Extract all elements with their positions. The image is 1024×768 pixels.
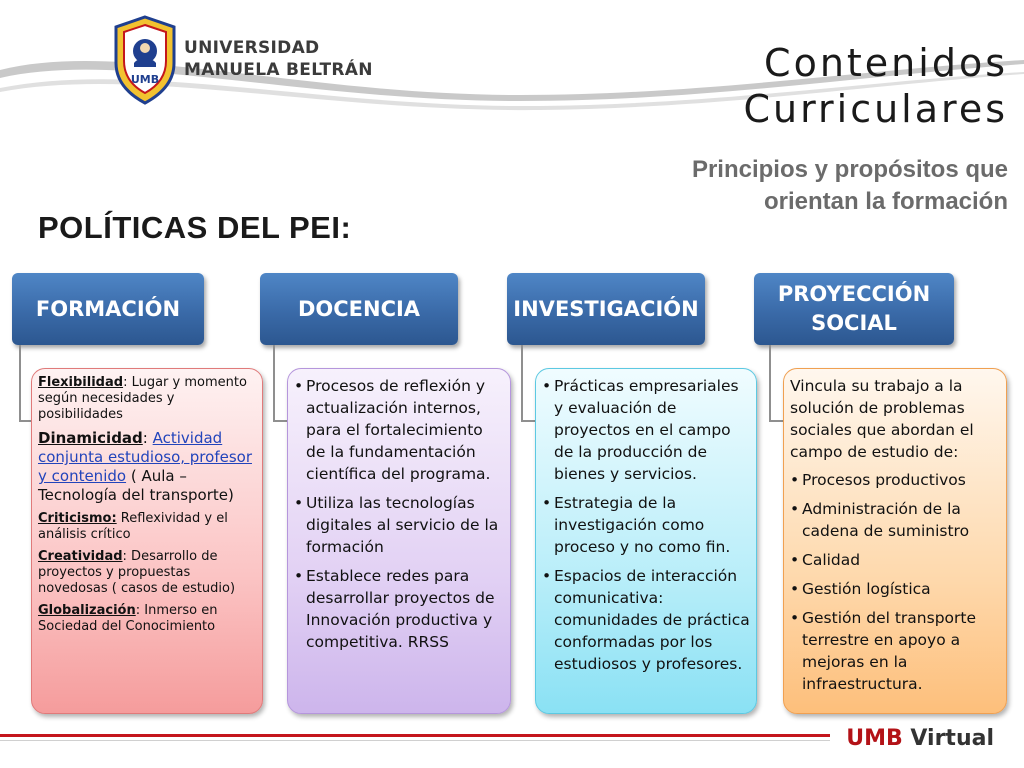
formacion-sep: : bbox=[122, 549, 127, 564]
docencia-bullet-list bbox=[294, 375, 504, 653]
list-item: • Procesos de reflexión y actualización internos, para el fortalecimiento de la fundamentación científica del programa. bbox=[294, 375, 504, 485]
formacion-term: Globalización bbox=[38, 603, 136, 618]
content-box-docencia bbox=[287, 368, 511, 714]
formacion-term: Criticismo: bbox=[38, 511, 117, 526]
formacion-desc: Reflexividad y el análisis crítico bbox=[38, 511, 228, 542]
university-name bbox=[184, 37, 373, 81]
column-header-investigacion: INVESTIGACIÓN bbox=[507, 273, 705, 345]
footer-brand-suffix: Virtual bbox=[902, 726, 994, 751]
formacion-desc: Desarrollo de proyectos y propuestas novedosas ( casos de estudio) bbox=[38, 549, 236, 596]
formacion-desc: ( Aula – Tecnología del transporte) bbox=[38, 467, 234, 504]
content-box-proyeccion-social bbox=[783, 368, 1007, 714]
formacion-term: Flexibilidad bbox=[38, 375, 124, 390]
page-subtitle bbox=[692, 154, 1008, 218]
formacion-item-criticismo bbox=[38, 511, 256, 543]
formacion-sep: : bbox=[142, 429, 153, 447]
formacion-term: Dinamicidad bbox=[38, 429, 143, 447]
column-header-proyeccion-line2: SOCIAL bbox=[811, 311, 897, 335]
content-box-formacion bbox=[31, 368, 263, 714]
footer-brand-prefix: UMB bbox=[846, 726, 903, 751]
formacion-link[interactable]: Actividad conjunta estudioso, profesor y contenido bbox=[38, 429, 252, 485]
formacion-term: Creatividad bbox=[38, 549, 123, 564]
university-name-line1: UNIVERSIDAD bbox=[184, 38, 320, 58]
content-box-investigacion bbox=[535, 368, 757, 714]
column-header-proyeccion-social bbox=[754, 273, 954, 345]
footer-gray-rule bbox=[0, 740, 830, 741]
formacion-sep: : bbox=[123, 375, 128, 390]
page-title bbox=[743, 40, 1008, 132]
proyeccion-intro: Vincula su trabajo a la solución de problemas sociales que abordan el campo de estudio de: bbox=[790, 377, 974, 461]
list-item: • Prácticas empresariales y evaluación de proyectos en el campo de la producción de bienes y servicios. bbox=[542, 375, 750, 485]
formacion-item-dinamicidad bbox=[38, 429, 256, 505]
list-item: • Establece redes para desarrollar proyectos de Innovación productiva y competitiva. RRSS bbox=[294, 565, 504, 653]
page-title-line2: Curriculares bbox=[743, 87, 1008, 131]
list-item: • Gestión logística bbox=[790, 578, 1000, 600]
list-item: • Espacios de interacción comunicativa: comunidades de práctica conformadas por los estudiosos y profesores. bbox=[542, 565, 750, 675]
page-title-line1: Contenidos bbox=[764, 41, 1008, 85]
formacion-item-creatividad bbox=[38, 549, 256, 597]
formacion-item-flexibilidad bbox=[38, 375, 256, 423]
formacion-desc: Lugar y momento según necesidades y posibilidades bbox=[38, 375, 247, 422]
university-logo bbox=[110, 15, 373, 105]
footer-red-rule bbox=[0, 734, 830, 737]
page-subtitle-line2: orientan la formación bbox=[763, 188, 1008, 215]
investigacion-bullet-list bbox=[542, 375, 750, 675]
list-item: • Gestión del transporte terrestre en apoyo a mejoras en la infraestructura. bbox=[790, 607, 1000, 695]
umb-seal-icon bbox=[110, 15, 180, 105]
column-header-proyeccion-line1: PROYECCIÓN bbox=[777, 282, 931, 306]
page-subtitle-line1: Principios y propósitos que bbox=[691, 156, 1008, 183]
column-header-docencia: DOCENCIA bbox=[260, 273, 458, 345]
formacion-desc: Inmerso en Sociedad del Conocimiento bbox=[38, 603, 218, 634]
list-item: • Administración de la cadena de suministro bbox=[790, 498, 1000, 542]
column-header-formacion: FORMACIÓN bbox=[12, 273, 204, 345]
list-item: • Calidad bbox=[790, 549, 1000, 571]
formacion-sep: : bbox=[135, 603, 141, 618]
seal-text: UMB bbox=[130, 73, 160, 86]
footer-brand bbox=[846, 726, 994, 751]
list-item: • Utiliza las tecnologías digitales al servicio de la formación bbox=[294, 492, 504, 558]
formacion-item-globalizacion bbox=[38, 603, 256, 635]
university-name-line2: MANUELA BELTRÁN bbox=[184, 60, 373, 80]
list-item: • Procesos productivos bbox=[790, 469, 1000, 491]
list-item: • Estrategia de la investigación como proceso y no como fin. bbox=[542, 492, 750, 558]
proyeccion-bullet-list bbox=[790, 469, 1000, 695]
section-heading: POLÍTICAS DEL PEI: bbox=[38, 210, 352, 245]
